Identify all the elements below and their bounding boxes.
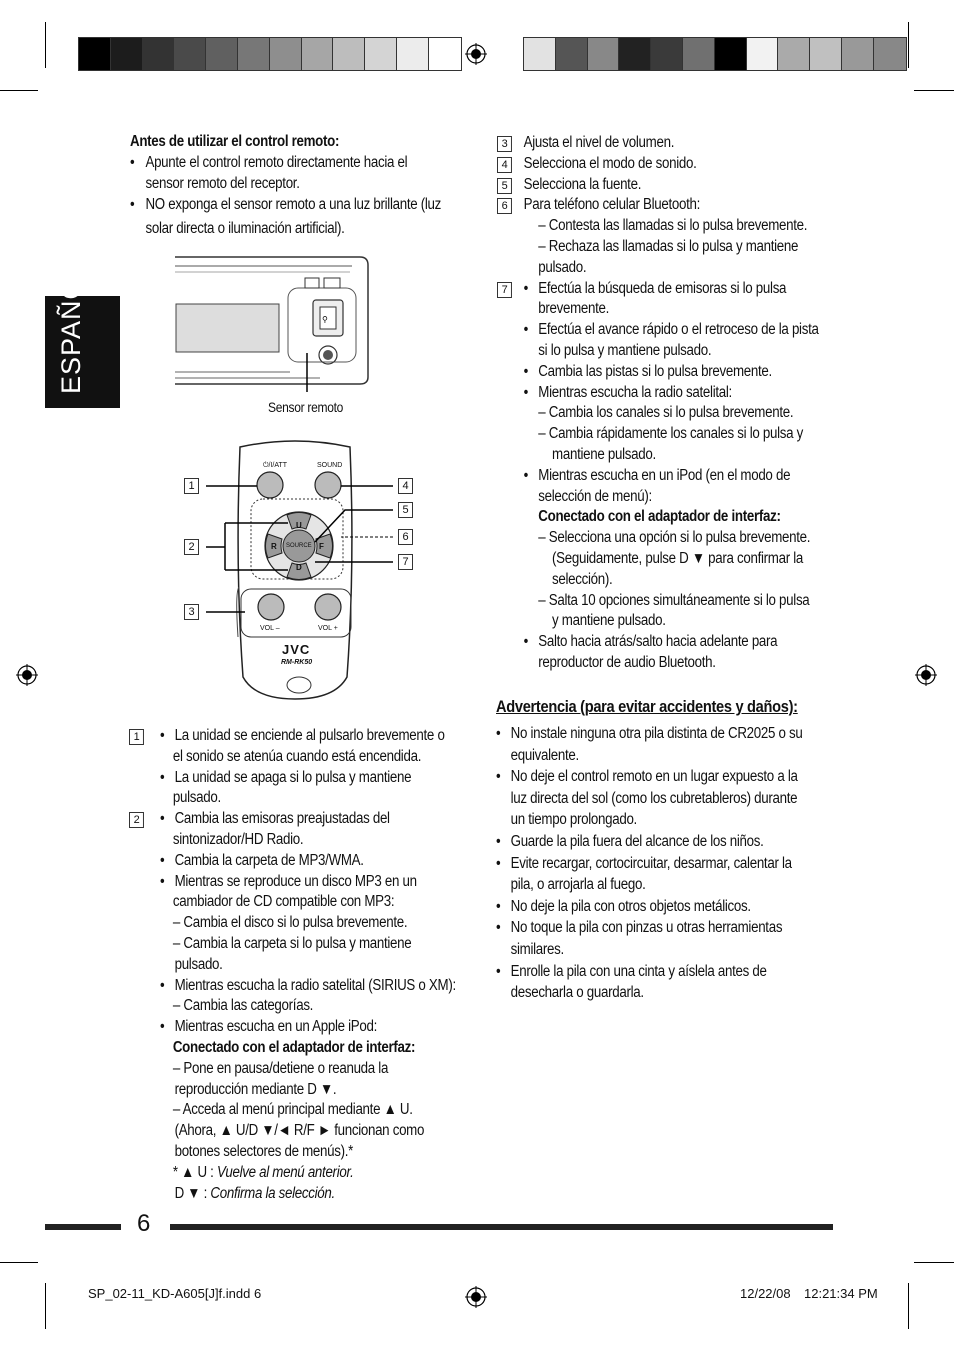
crop-mark xyxy=(45,22,46,68)
vol-minus-label: VOL – xyxy=(260,625,280,632)
receiver-illustration xyxy=(170,252,375,392)
bottom-rule-right xyxy=(170,1224,833,1230)
item-line xyxy=(175,809,390,830)
gray-swatch xyxy=(143,38,175,70)
item-number: 3 xyxy=(497,136,512,152)
callout-7: 7 xyxy=(398,554,413,570)
item-line-text: Mientras escucha la radio satelital (SIRIUS o XM): xyxy=(174,976,456,994)
item-line-text: cambiador de CD compatible con MP3: xyxy=(172,893,395,911)
item-line xyxy=(538,216,807,237)
item-line-text: Efectúa la búsqueda de emisoras si lo pulsa xyxy=(538,279,787,297)
crop-mark xyxy=(914,1262,954,1263)
item-line-text: La unidad se apaga si lo pulsa y mantiene xyxy=(174,768,412,786)
callout-4: 4 xyxy=(398,478,413,494)
bullet-text: sensor remoto del receptor. xyxy=(145,175,300,192)
bullet-dot: • xyxy=(496,962,501,980)
item-number: 7 xyxy=(497,282,512,298)
crop-mark xyxy=(45,1283,46,1329)
item-line xyxy=(538,466,790,487)
gray-swatch xyxy=(778,38,810,70)
item-line-italic: Vuelve al menú anterior. xyxy=(216,1163,354,1181)
gray-swatch xyxy=(206,38,238,70)
item-line xyxy=(524,154,697,175)
item-line-text: pulsado. xyxy=(174,955,223,973)
item-number: 4 xyxy=(497,157,512,173)
item-line xyxy=(173,892,394,913)
section-heading: Antes de utilizar el control remoto: xyxy=(130,133,340,150)
bullet-text: solar directa o iluminación artificial). xyxy=(145,220,345,237)
item-line-text: – Salta 10 opciones simultáneamente si lo pulsa xyxy=(538,591,810,609)
item-line xyxy=(538,528,810,549)
source-button-label: SOURCE xyxy=(286,543,312,549)
gray-swatch xyxy=(619,38,651,70)
footer-time: 12:21:34 PM xyxy=(804,1286,878,1301)
item-line xyxy=(552,549,803,570)
item-line xyxy=(538,424,803,445)
item-line xyxy=(175,726,445,747)
item-number: 6 xyxy=(497,198,512,214)
item-line xyxy=(538,403,793,424)
vol-plus-label: VOL + xyxy=(318,625,338,632)
item-line xyxy=(175,1080,337,1101)
item-line-text: selección de menú): xyxy=(538,487,652,505)
sound-button-label: SOUND xyxy=(317,462,343,469)
item-line-text: – Pone en pausa/detiene o reanuda la xyxy=(172,1059,389,1077)
crop-mark xyxy=(0,90,38,91)
item-number: 1 xyxy=(129,729,144,745)
language-tab-label: ESPAÑOL xyxy=(56,261,86,394)
item-line-text: – Cambia rápidamente los canales si lo pulsa y xyxy=(538,425,804,443)
r-button-label: R xyxy=(271,542,277,551)
d-button-label: D xyxy=(296,563,302,572)
item-line-text: Selecciona el modo de sonido. xyxy=(523,154,697,172)
item-line xyxy=(173,747,421,768)
item-line-text: D ▼ : xyxy=(174,1184,211,1202)
warning-line: No deje la pila con otros objetos metálicos. xyxy=(510,897,751,915)
crop-mark xyxy=(908,22,909,68)
item-line xyxy=(524,175,641,196)
item-line xyxy=(175,1184,335,1205)
warning-heading xyxy=(496,697,798,718)
item-line xyxy=(175,768,412,789)
item-line-text: y mantiene pulsado. xyxy=(552,612,666,630)
bullet-dot: • xyxy=(159,872,165,890)
item-line xyxy=(552,570,612,591)
item-line-text: Cambia las pistas si lo pulsa brevemente. xyxy=(538,362,772,380)
item-line xyxy=(552,611,666,632)
item-line-text: pulsado. xyxy=(172,789,221,807)
item-line xyxy=(524,195,700,216)
gray-swatch xyxy=(588,38,620,70)
bottom-rule-left xyxy=(45,1224,121,1230)
item-line-text: Ajusta el nivel de volumen. xyxy=(523,134,675,151)
bullet-dot: • xyxy=(496,725,501,742)
gray-swatch xyxy=(270,38,302,70)
gray-swatch xyxy=(874,38,906,70)
item-line-text: – Contesta las llamadas si lo pulsa brevemente. xyxy=(538,217,808,235)
bullet-dot: • xyxy=(159,768,165,786)
gray-swatch xyxy=(365,38,397,70)
page-number: 6 xyxy=(137,1210,151,1237)
item-line xyxy=(538,653,715,674)
warning-line: similares. xyxy=(510,941,564,958)
item-number: 5 xyxy=(497,178,512,194)
item-line xyxy=(538,383,732,404)
bullet-dot: • xyxy=(159,976,165,994)
warning-line: luz directa del sol (como los cubretableros) durante xyxy=(510,789,798,807)
crop-mark xyxy=(908,1283,909,1329)
bullet-dot: • xyxy=(496,897,501,915)
gray-swatch xyxy=(556,38,588,70)
registration-mark-icon xyxy=(915,664,937,686)
item-line-text: Cambia la carpeta de MP3/WMA. xyxy=(174,851,364,869)
item-line-text: * ▲ U : xyxy=(172,1163,217,1181)
item-line xyxy=(538,320,818,341)
bullet-dot: • xyxy=(523,633,529,651)
callout-2: 2 xyxy=(184,539,199,555)
item-line xyxy=(538,237,798,258)
item-line-text: brevemente. xyxy=(538,300,610,318)
bullet-dot: • xyxy=(496,833,501,850)
item-line xyxy=(538,279,786,300)
svg-text:⚲: ⚲ xyxy=(322,315,328,324)
item-line-text: Mientras escucha la radio satelital: xyxy=(538,383,732,401)
gray-swatch xyxy=(683,38,715,70)
item-line xyxy=(175,955,223,976)
item-line xyxy=(538,507,780,528)
footer-file: SP_02-11_KD-A605[J]f.indd 6 xyxy=(88,1286,262,1301)
warning-line: Enrolle la pila con una cinta y aíslela antes de xyxy=(510,962,767,980)
bullet-dot: • xyxy=(159,851,165,869)
warning-line: Evite recargar, cortocircuitar, desarmar, calentar la xyxy=(510,854,792,872)
item-line-text: mantiene pulsado. xyxy=(552,446,656,463)
item-line xyxy=(175,851,364,872)
item-line-text: – Acceda al menú principal mediante ▲ U. xyxy=(172,1101,413,1119)
warning-line: No toque la pila con pinzas u otras herramientas xyxy=(510,919,783,937)
callout-3: 3 xyxy=(184,604,199,620)
item-line-text: – Cambia la carpeta si lo pulsa y mantiene xyxy=(172,935,412,952)
warning-line: No deje el control remoto en un lugar expuesto a la xyxy=(510,768,798,786)
item-line-text: pulsado. xyxy=(538,258,587,276)
item-line-text: Mientras se reproduce un disco MP3 en un xyxy=(174,872,417,890)
warning-line: desecharla o guardarla. xyxy=(510,984,644,1002)
item-line-text: si lo pulsa y mantiene pulsado. xyxy=(538,342,712,359)
gray-swatch xyxy=(429,38,461,70)
item-line xyxy=(173,1163,354,1184)
sensor-label: Sensor remoto xyxy=(268,399,344,415)
item-line xyxy=(524,133,674,154)
gray-swatch xyxy=(747,38,779,70)
item-line xyxy=(173,830,303,851)
gray-swatch xyxy=(651,38,683,70)
item-line xyxy=(538,299,609,320)
bullet-dot: • xyxy=(523,466,529,484)
gray-swatch xyxy=(715,38,747,70)
item-line-text: botones selectores de menús).* xyxy=(174,1143,354,1160)
bullet-dot: • xyxy=(496,768,501,786)
item-line-text: sintonizador/HD Radio. xyxy=(172,831,304,848)
warning-line: pila, o arrojarla al fuego. xyxy=(510,876,646,894)
item-line-text: – Cambia los canales si lo pulsa brevemente. xyxy=(538,404,794,422)
f-button-label: F xyxy=(319,542,324,551)
bullet-dot: • xyxy=(159,727,165,744)
callout-1: 1 xyxy=(184,478,199,494)
gray-swatch xyxy=(333,38,365,70)
bullet-dot: • xyxy=(130,196,135,213)
item-line xyxy=(552,445,656,466)
gray-swatch xyxy=(842,38,874,70)
callout-6: 6 xyxy=(398,529,413,545)
registration-mark-icon xyxy=(16,664,38,686)
language-tab xyxy=(45,261,120,408)
item-line-text: reproductor de audio Bluetooth. xyxy=(538,654,716,671)
item-line xyxy=(173,1059,388,1080)
item-line xyxy=(175,976,456,997)
item-line xyxy=(173,1038,415,1059)
item-line xyxy=(538,487,652,508)
crop-mark xyxy=(914,90,954,91)
item-line-text: Efectúa el avance rápido o el retroceso de la pista xyxy=(538,321,819,339)
gray-swatch xyxy=(238,38,270,70)
item-line xyxy=(175,1017,377,1038)
item-line-italic: Confirma la selección. xyxy=(210,1184,335,1202)
gray-swatch xyxy=(397,38,429,70)
footer-date: 12/22/08 xyxy=(740,1286,791,1301)
item-line-text: Mientras escucha en un iPod (en el modo de xyxy=(538,466,791,484)
gray-swatch xyxy=(111,38,143,70)
u-button-label: U xyxy=(296,521,302,530)
item-line xyxy=(175,1142,353,1163)
callout-5: 5 xyxy=(398,502,413,518)
bullet-dot: • xyxy=(159,1018,165,1036)
item-line-text: Conectado con el adaptador de interfaz: xyxy=(172,1039,416,1056)
item-line xyxy=(538,341,711,362)
att-button-label: ⏻/I/ATT xyxy=(263,462,288,469)
bullet-text: NO exponga el sensor remoto a una luz brillante (luz xyxy=(145,196,442,213)
item-line-text: – Cambia las categorías. xyxy=(172,997,314,1015)
gray-swatch xyxy=(302,38,334,70)
item-line-text: (Ahora, ▲ U/D ▼/◄ R/F ► funcionan como xyxy=(174,1122,425,1140)
item-line xyxy=(538,632,777,653)
bullet-dot: • xyxy=(496,854,501,872)
item-line-text: reproducción mediante D ▼. xyxy=(174,1080,337,1098)
gray-swatch xyxy=(174,38,206,70)
gray-swatch xyxy=(79,38,111,70)
item-line-text: Conectado con el adaptador de interfaz: xyxy=(538,508,781,526)
item-line-text: Mientras escucha en un Apple iPod: xyxy=(174,1018,378,1036)
item-line xyxy=(538,258,586,279)
item-line-text: (Seguidamente, pulse D ▼ para confirmar la xyxy=(552,550,804,567)
item-line-text: Salto hacia atrás/salto hacia adelante para xyxy=(538,633,778,651)
item-line xyxy=(173,934,412,955)
item-line-text: Para teléfono celular Bluetooth: xyxy=(523,196,701,214)
bullet-dot: • xyxy=(159,810,165,828)
item-line-text: La unidad se enciende al pulsarlo brevemente o xyxy=(174,727,445,744)
warning-line: No instale ninguna otra pila distinta de CR2025 o su xyxy=(510,725,803,742)
item-line xyxy=(538,362,772,383)
item-line xyxy=(175,872,417,893)
bullet-dot: • xyxy=(496,919,501,937)
item-line-text: Cambia las emisoras preajustadas del xyxy=(174,810,390,828)
warning-line: un tiempo prolongado. xyxy=(510,811,637,829)
item-number: 2 xyxy=(129,812,144,828)
item-line-text: el sonido se atenúa cuando está encendida. xyxy=(172,747,422,765)
brand-logo: JVC xyxy=(282,642,311,657)
crop-mark xyxy=(0,1262,38,1263)
model-label: RM-RK50 xyxy=(281,659,313,666)
item-line xyxy=(173,1100,413,1121)
item-line-text: – Selecciona una opción si lo pulsa brevemente. xyxy=(538,529,811,547)
gray-swatch xyxy=(810,38,842,70)
warning-line: Guarde la pila fuera del alcance de los niños. xyxy=(510,833,764,850)
item-line-text: – Rechaza las llamadas si lo pulsa y mantiene xyxy=(538,238,799,255)
item-line xyxy=(173,913,407,934)
bullet-dot: • xyxy=(523,362,529,380)
registration-mark-icon xyxy=(465,1286,487,1308)
item-line-text: – Cambia el disco si lo pulsa brevemente. xyxy=(172,914,408,932)
warning-line: equivalente. xyxy=(510,746,579,764)
item-line-text: selección). xyxy=(552,570,613,588)
bullet-dot: • xyxy=(523,383,529,401)
warning-heading-text: Advertencia (para evitar accidentes y daños): xyxy=(496,697,798,716)
item-line xyxy=(175,1121,425,1142)
bullet-text: Apunte el control remoto directamente hacia el xyxy=(145,154,408,171)
item-line xyxy=(173,996,313,1017)
bullet-dot: • xyxy=(523,321,529,339)
gray-swatch xyxy=(524,38,556,70)
registration-mark-icon xyxy=(465,43,487,65)
item-line xyxy=(538,591,809,612)
bullet-dot: • xyxy=(130,154,135,171)
item-line-text: Selecciona la fuente. xyxy=(523,175,642,193)
item-line xyxy=(173,788,221,809)
bullet-dot: • xyxy=(523,279,529,297)
